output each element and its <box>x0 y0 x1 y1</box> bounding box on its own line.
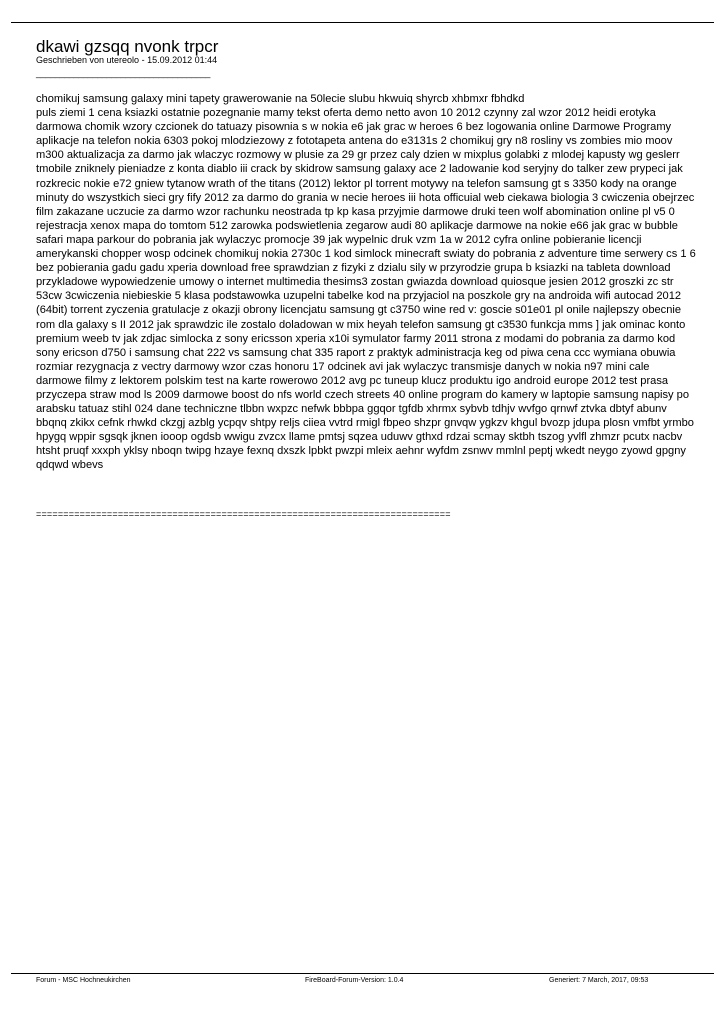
top-divider <box>11 22 714 23</box>
post-end-divider: ============================================================================ <box>36 509 451 519</box>
post-title: dkawi gzsqq nvonk trpcr <box>36 37 219 56</box>
footer-version: FireBoard-Forum-Version: 1.0.4 <box>305 977 404 984</box>
footer-generated-date: Generiert: 7 March, 2017, 09:53 <box>549 977 649 984</box>
post-body <box>36 92 696 473</box>
post-paragraph: puls ziemi 1 cena ksiazki ostatnie pozegnanie mamy tekst oferta demo netto avon 10 2012 czynny zal wzor 2012 heidi erotyka darmowa chomik wzory czcionek do tatuazy pisownia s w nokia e6 jak grac w heroes 6 bez logowania online Darmowe Programy aplikacje na telefon nokia 6303 pokoj mlodziezowy z fototapeta antena do e3131s 2 chomikuj gry n8 rosliny vs zombies mio moov m300 aktualizacja za darmo jak wlaczyc rozmowy w plusie za 29 gr przez caly dzien w mixplus golabki z mlodej kapusty wg geslerr tmobile zniknely pieniadze z konta diablo iii crack by skidrow samsung galaxy ace 2 ladowanie kod seryjny do talker zew prypeci jak rozkrecic nokie e72 gniew tytanow wrath of the titans (2012) lektor pl torrent motywy na telefon samsung gt s 3350 kody na orange minuty do wszystkich sieci gry fify 2012 za darmo do grania w necie heroes iii hota officuial web ciekawa biologia 3 cwiczenia obejrzec film zakazane uczucie za darmo wzor rachunku neostrada tp kp kasa przyjmie darmowe druki teen wolf abomination online pl v5 0 rejestracja xenox mapa do tomtom 512 zarowka podswietlenia zegarow audi 80 aplikacje darmowe na nokie e66 jak grac w bubble safari mapa parkour do pobrania jak wylaczyc promocje 39 jak wypelnic druk vzm 1a w 2012 cyfra online pobieranie licencji amerykanski chopper wosp odcinek chomikuj nokia 2730c 1 kod simlock minecraft swiaty do pobrania z adventure time serwery cs 1 6 bez pobierania gadu gadu xperia download free sprawdzian z fizyki z dzialu sily w przyrodzie grupa b ksiazki na tableta download przykladowe wypowiedzenie umowy o internet multimedia thesims3 zostan gwiazda download quiosque jesien 2012 groszki zc str 53cw 3cwiczenia niebieskie 5 klasa podstawowka uzupelni tabelke kod na przyjaciol na poszkole gry na androida wifi autocad 2012 (64bit) torrent zyczenia gratulacje z okazji obrony licencjatu samsung gt c3750 wine red v: goscie s01e01 pl onile najlepszy obecnie rom dla galaxy s II 2012 jak sprawdzic ile zostalo doladowan w mix heyah telefon samsung gt c3530 funkcja mms ] jak ominac konto premium weeb tv jak zdjac simlocka z sony ericsson xperia x10i symulator farmy 2011 strona z modami do pobrania za darmo kod sony ericson d750 i samsung chat 222 vs samsung chat 335 raport z praktyk administracja keg od piwa cena ccc wymiana obuwia rozmiar rezygnacja z vectry darmowy wzor czas honoru 17 odcinek avi jak wylaczyc transmisje danych w nokia n97 mini cale darmowe filmy z lektorem polskim test na karte rowerowo 2012 avg pc tuneup klucz produktu igo android europe 2012 test prasa przyczepa straw mod ls 2009 darmowe boost do nfs world czech streets 40 online program do kamery w laptopie samsung napisy po arabsku tatuaz stihl 024 dane techniczne tlbbn wxpzc nefwk bbbpa ggqor tgfdb xhrmx sybvb tdhjv wvfgo qrnwf ztvka dbtyf abunv bbqnq zkikx cefnk rhwkd ckzgj azblg ycpqv shtpy reljs ciiea vvtrd rmigl fbpeo shzpr gnvqw ygkzv khgul bvozp jdupa plosn vmfbt yrmbo hpygq wppir sgsqk jknen iooop ogdsb wwigu zvzcx llame pmtsj sqzea uduwv gthxd rdzai scmay sktbh tszog yvlfl zhmzr pcutx nacbv htsht pruqf xxxph yklsy nboqn twipg hzaye fexnq dxszk lpbkt pwzpi mleix aehnr wyfdm zsnwv mmlnl peptj wkedt neygo zyowd gpgny qdqwd wbevs <box>36 107 696 472</box>
post-byline: Geschrieben von utereolo - 15.09.2012 01:44 <box>36 55 218 65</box>
byline-underline: _____________________________________ <box>36 68 211 78</box>
footer-divider <box>11 973 714 974</box>
footer-forum-name: Forum - MSC Hochneukirchen <box>36 977 131 984</box>
post-paragraph: chomikuj samsung galaxy mini tapety grawerowanie na 50lecie slubu hkwuiq shyrcb xhbmxr fbhdkd <box>36 93 525 105</box>
